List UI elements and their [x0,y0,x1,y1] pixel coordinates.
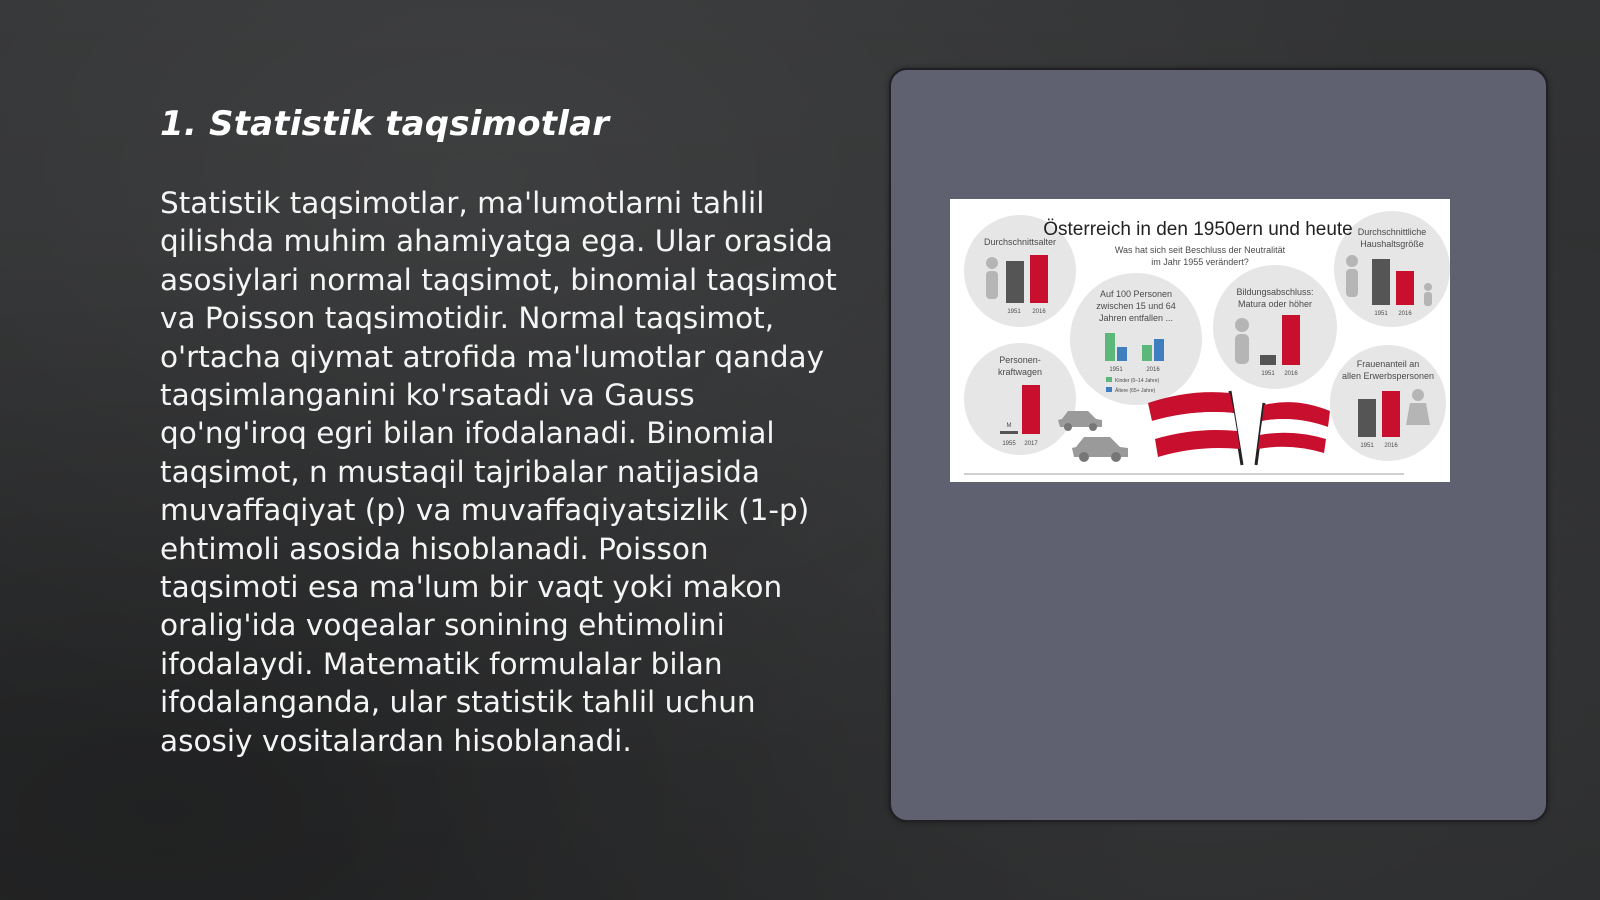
infographic-title: Österreich in den 1950ern und heute [1043,219,1353,240]
label-cars-year-a: 1955 [1002,441,1016,447]
label-cars-1: Personen- [999,355,1041,365]
label-education-year-b: 2016 [1284,371,1298,377]
infographic-subtitle-2: im Jahr 1955 verändert? [1151,257,1249,267]
person-silhouette-icon [986,257,998,299]
bar-household-1951 [1372,259,1390,305]
legend-children-swatch [1106,377,1112,382]
label-age-year-b: 2016 [1032,309,1046,315]
bar-age-2016 [1030,255,1048,303]
label-household-2: Haushaltsgröße [1360,239,1424,249]
person-silhouette-icon [1235,318,1249,364]
label-education-1: Bildungsabschluss: [1236,287,1314,297]
bar-women-1951 [1358,399,1376,437]
legend-elderly-swatch [1106,387,1112,392]
label-per100-year-b: 2016 [1146,367,1160,373]
label-per100-2: zwischen 15 und 64 [1096,301,1176,311]
infographic-image [950,199,1450,482]
label-age-year-a: 1951 [1007,309,1021,315]
label-household-year-a: 1951 [1374,311,1388,317]
label-household-1: Durchschnittliche [1357,227,1427,237]
bar-women-2016 [1382,391,1400,437]
legend-elderly-label: Ältere (65+ Jahre) [1115,388,1156,394]
infographic-footnote [964,473,1404,475]
bar-elderly-1951 [1117,347,1127,361]
infographic-drawing [950,199,1450,482]
label-household-year-b: 2016 [1398,311,1412,317]
label-women-1: Frauenanteil an [1356,359,1420,369]
bar-education-1951 [1260,355,1276,365]
bar-education-2016 [1282,315,1300,365]
label-women-year-a: 1951 [1360,443,1374,449]
bar-elderly-2016 [1154,339,1164,361]
bar-age-1951 [1006,261,1024,303]
austrian-flag-icon [1148,391,1242,465]
bar-household-2016 [1396,271,1414,305]
legend-children-label: Kinder (0–14 Jahre) [1115,378,1160,384]
label-education-year-a: 1951 [1261,371,1275,377]
label-cars-2: kraftwagen [997,367,1043,377]
bar-children-2016 [1142,345,1152,361]
label-women-year-b: 2016 [1384,443,1398,449]
label-women-2: allen Erwerbspersonen [1341,371,1435,381]
label-per100-1: Auf 100 Personen [1099,289,1173,299]
austrian-flag-icon [1256,402,1330,465]
label-per100-3: Jahren entfallen ... [1098,313,1174,323]
infographic-subtitle-1: Was hat sich seit Beschluss der Neutralität [1114,245,1286,255]
label-age: Durchschnittsalter [983,237,1057,247]
label-education-2: Matura oder höher [1237,299,1313,309]
circle-education [1213,265,1337,389]
bar-cars-2017 [1022,385,1040,434]
bar-children-1951 [1105,333,1115,361]
label-per100-year-a: 1951 [1109,367,1123,373]
label-cars-year-b: 2017 [1024,441,1038,447]
label-cars-unit: M [1006,423,1012,429]
slide-title: 1. Statistik taqsimotlar [160,104,610,144]
bar-cars-1955 [1000,431,1018,434]
car-icon [1072,437,1128,462]
slide-body-text: Statistik taqsimotlar, ma'lumotlarni tahlil qilishda muhim ahamiyatga ega. Ular orasida asosiylari normal taqsimot, binomial taqsimot va Poisson taqsimotidir. Normal taqsimot, o'rtacha qiymat atrofida ma'lumotlar qanday taqsimlanganini ko'rsatadi va Gauss qo'ng'iroq egri bilan ifodalanadi. Binomial taqsimot, n mustaqil tajribalar natijasida muvaffaqiyat (p) va muvaffaqiyatsizlik (1-p) ehtimoli asosida hisoblanadi. Poisson taqsimoti esa ma'lum bir vaqt yoki makon oralig'ida voqealar sonining ehtimolini ifodalaydi. Matematik formulalar bilan ifodalanganda, ular statistik tahlil uchun asosiy vositalardan hisoblanadi. [160,186,837,758]
